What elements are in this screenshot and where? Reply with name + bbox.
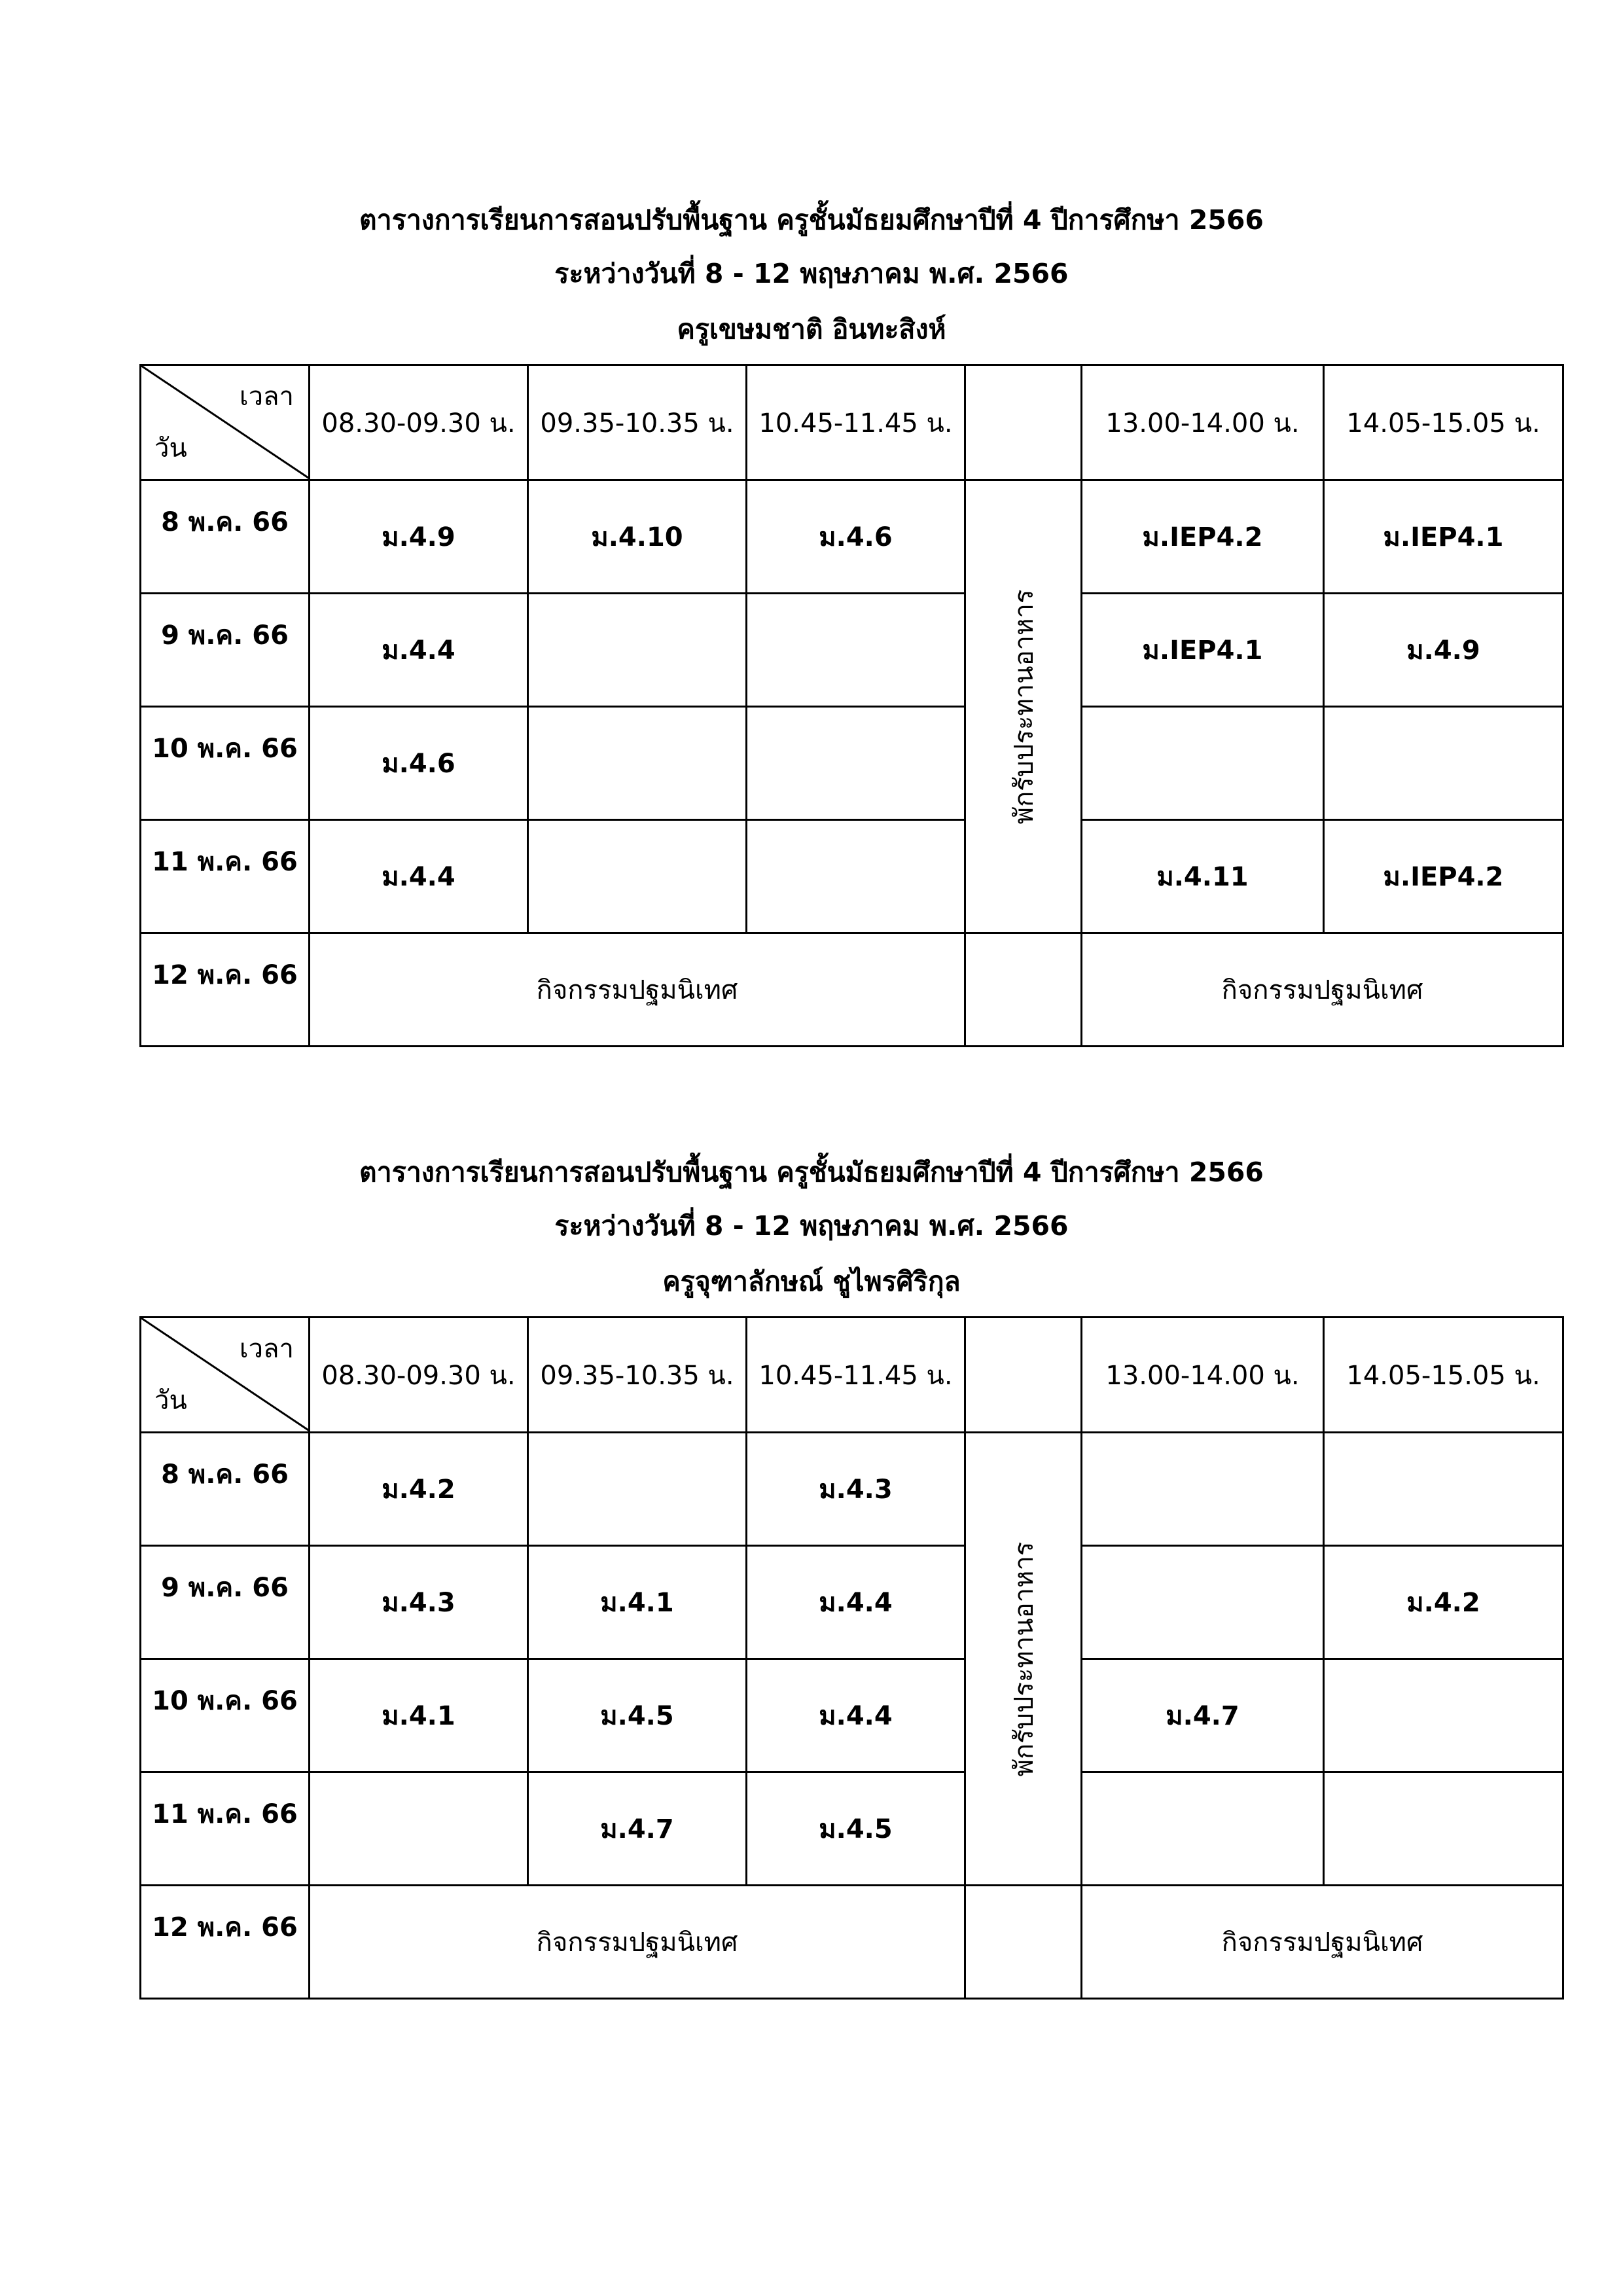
class-cell (528, 594, 747, 707)
class-cell: ม.4.9 (1324, 594, 1563, 707)
teacher-name: ครูจุฑาลักษณ์ ชูไพรศิริกุล (662, 1266, 961, 1297)
lunch-break-label: พักรับประทานอาหาร (1008, 589, 1039, 824)
class-cell: ม.4.6 (310, 707, 528, 820)
class-cell: ม.4.9 (310, 480, 528, 594)
date-range: ระหว่างวันที่ 8 - 12 พฤษภาคม พ.ศ. 2566 (554, 258, 1069, 289)
time-slot-header: 14.05-15.05 น. (1324, 365, 1563, 480)
corner-time-label: เวลา (239, 382, 294, 412)
day-row (141, 1772, 1563, 1886)
timetable-title: ตารางการเรียนการสอนปรับพื้นฐาน ครูชั้นมัธยมศึกษาปีที่ 4 ปีการศึกษา 2566 (359, 1157, 1264, 1188)
class-cell (747, 707, 965, 820)
class-cell: ม.4.11 (1082, 820, 1324, 933)
day-label: 10 พ.ค. 66 (141, 707, 310, 820)
class-cell: ม.4.7 (528, 1772, 747, 1886)
timetable-title: ตารางการเรียนการสอนปรับพื้นฐาน ครูชั้นมัธยมศึกษาปีที่ 4 ปีการศึกษา 2566 (359, 204, 1264, 236)
class-cell: ม.4.10 (528, 480, 747, 594)
corner-day-label: วัน (154, 433, 187, 463)
time-slot-header: 10.45-11.45 น. (747, 365, 965, 480)
orientation-activity-afternoon: กิจกรรมปฐมนิเทศ (1082, 1886, 1563, 1999)
class-cell: ม.IEP4.1 (1082, 594, 1324, 707)
day-row (141, 1886, 1563, 1999)
day-row (141, 594, 1563, 707)
day-row (141, 480, 1563, 594)
class-cell: ม.IEP4.2 (1324, 820, 1563, 933)
class-cell: ม.4.4 (310, 594, 528, 707)
day-label: 10 พ.ค. 66 (141, 1659, 310, 1772)
class-cell: ม.4.1 (528, 1546, 747, 1659)
time-slot-header: 10.45-11.45 น. (747, 1318, 965, 1433)
class-cell: ม.4.4 (310, 820, 528, 933)
day-label: 9 พ.ค. 66 (141, 1546, 310, 1659)
class-cell (528, 1433, 747, 1546)
class-cell: ม.4.6 (747, 480, 965, 594)
class-cell: ม.4.2 (1324, 1546, 1563, 1659)
day-label: 11 พ.ค. 66 (141, 820, 310, 933)
lunch-break-cell (965, 1433, 1082, 1886)
class-cell: ม.4.4 (747, 1546, 965, 1659)
corner-time-label: เวลา (239, 1334, 294, 1364)
time-slot-header: 13.00-14.00 น. (1082, 1318, 1324, 1433)
lunch-break-cell (965, 480, 1082, 933)
time-slot-header: 14.05-15.05 น. (1324, 1318, 1563, 1433)
class-cell: ม.4.4 (747, 1659, 965, 1772)
class-cell: ม.4.3 (310, 1546, 528, 1659)
class-cell (528, 707, 747, 820)
timetable (139, 364, 1564, 1047)
day-row (141, 707, 1563, 820)
class-cell: ม.4.1 (310, 1659, 528, 1772)
lunch-header-cell (965, 1318, 1082, 1433)
day-label: 12 พ.ค. 66 (141, 933, 310, 1047)
class-cell: ม.4.5 (747, 1772, 965, 1886)
class-cell (747, 594, 965, 707)
day-row (141, 933, 1563, 1047)
class-cell: ม.4.3 (747, 1433, 965, 1546)
class-cell (1082, 1546, 1324, 1659)
class-cell (1324, 1772, 1563, 1886)
class-cell: ม.4.5 (528, 1659, 747, 1772)
corner-cell (141, 1318, 310, 1433)
orientation-activity-afternoon: กิจกรรมปฐมนิเทศ (1082, 933, 1563, 1047)
class-cell: ม.4.7 (1082, 1659, 1324, 1772)
day-row (141, 1659, 1563, 1772)
time-slot-header: 08.30-09.30 น. (310, 1318, 528, 1433)
teacher-name: ครูเขษมชาติ อินทะสิงห์ (677, 314, 946, 345)
orientation-activity-morning: กิจกรรมปฐมนิเทศ (310, 933, 965, 1047)
day-row (141, 820, 1563, 933)
class-cell: ม.IEP4.1 (1324, 480, 1563, 594)
class-cell (1082, 707, 1324, 820)
header-row (141, 1318, 1563, 1433)
day-label: 9 พ.ค. 66 (141, 594, 310, 707)
class-cell (1324, 1659, 1563, 1772)
day-label: 11 พ.ค. 66 (141, 1772, 310, 1886)
lunch-empty-cell (965, 1886, 1082, 1999)
lunch-empty-cell (965, 933, 1082, 1047)
header-row (141, 365, 1563, 480)
class-cell (1082, 1772, 1324, 1886)
day-label: 8 พ.ค. 66 (141, 1433, 310, 1546)
day-label: 8 พ.ค. 66 (141, 480, 310, 594)
day-label: 12 พ.ค. 66 (141, 1886, 310, 1999)
timetable (139, 1316, 1564, 2000)
class-cell (747, 820, 965, 933)
lunch-break-label: พักรับประทานอาหาร (1008, 1541, 1039, 1776)
class-cell (1324, 707, 1563, 820)
orientation-activity-morning: กิจกรรมปฐมนิเทศ (310, 1886, 965, 1999)
day-row (141, 1433, 1563, 1546)
lunch-header-cell (965, 365, 1082, 480)
class-cell (310, 1772, 528, 1886)
class-cell: ม.4.2 (310, 1433, 528, 1546)
corner-cell (141, 365, 310, 480)
date-range: ระหว่างวันที่ 8 - 12 พฤษภาคม พ.ศ. 2566 (554, 1210, 1069, 1242)
time-slot-header: 08.30-09.30 น. (310, 365, 528, 480)
class-cell (1324, 1433, 1563, 1546)
time-slot-header: 13.00-14.00 น. (1082, 365, 1324, 480)
time-slot-header: 09.35-10.35 น. (528, 1318, 747, 1433)
time-slot-header: 09.35-10.35 น. (528, 365, 747, 480)
corner-day-label: วัน (154, 1386, 187, 1416)
class-cell (528, 820, 747, 933)
day-row (141, 1546, 1563, 1659)
class-cell: ม.IEP4.2 (1082, 480, 1324, 594)
class-cell (1082, 1433, 1324, 1546)
